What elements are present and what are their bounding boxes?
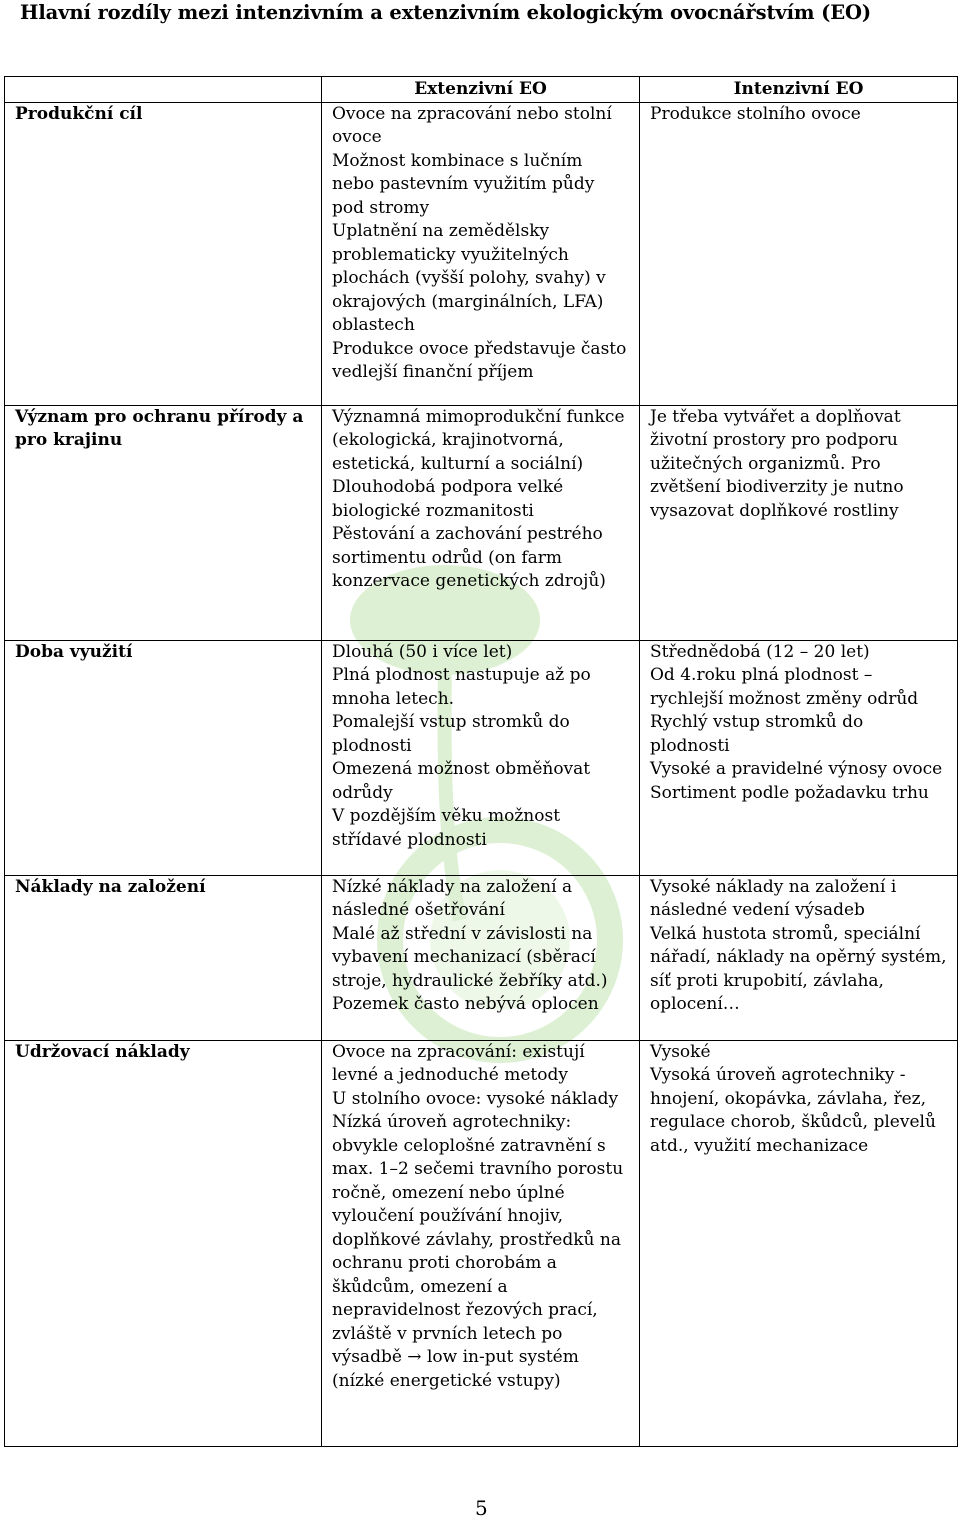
intensive-item: Sortiment podle požadavku trhu [650, 782, 929, 803]
intensive-item: Produkce stolního ovoce [650, 103, 861, 124]
comparison-table [4, 76, 958, 1447]
extensive-cell [322, 1040, 640, 1446]
intensive-item: Střednědobá (12 – 20 let) [650, 641, 870, 662]
header-cell-intensive [640, 77, 958, 103]
row-header-cell [5, 102, 322, 405]
intensive-item: Vysoké a pravidelné výnosy ovoce [650, 759, 943, 779]
row-label: Význam pro ochranu přírody a pro krajinu [15, 406, 304, 450]
table-row [5, 1040, 958, 1446]
extensive-item: Plná plodnost nastupuje až po mnoha letech. [332, 665, 591, 709]
table-row [5, 640, 958, 875]
extensive-item: Pěstování a zachování pestrého sortimentu odrůd (on farm konzervace genetických zdrojů) [332, 524, 606, 591]
intensive-item: Je třeba vytvářet a doplňovat životní prostory pro podporu užitečných organizmů. Pro zvětšení biodiverzity je nutno vysazovat doplňkové rostliny [650, 406, 904, 521]
column-header-intensive: Intenzivní EO [733, 79, 864, 99]
row-header-cell [5, 405, 322, 640]
intensive-item: Od 4.roku plná plodnost – rychlejší možnost změny odrůd [650, 665, 919, 709]
extensive-item: Pozemek často nebývá oplocen [332, 994, 599, 1014]
intensive-item: Vysoké náklady na založení i následné vedení výsadeb [650, 876, 897, 920]
extensive-item: U stolního ovoce: vysoké náklady [332, 1088, 619, 1109]
table-row [5, 405, 958, 640]
document-title: Hlavní rozdíly mezi intenzivním a extenzivním ekologickým ovocnářstvím (EO) [20, 1, 872, 24]
intensive-item: Vysoká úroveň agrotechniky - hnojení, okopávka, závlaha, řez, regulace chorob, škůdců, plevelů atd., využití mechanizace [650, 1065, 936, 1156]
intensive-cell [640, 102, 958, 405]
header-cell-empty [5, 77, 322, 103]
row-header-cell [5, 640, 322, 875]
extensive-item: Nízké náklady na založení a následné ošetřování [332, 876, 573, 920]
extensive-cell [322, 102, 640, 405]
row-header-cell [5, 875, 322, 1040]
intensive-item: Vysoké [650, 1041, 711, 1062]
intensive-cell [640, 875, 958, 1040]
extensive-item: Produkce ovoce představuje často vedlejší finanční příjem [332, 338, 627, 382]
extensive-item: Ovoce na zpracování: existují levné a jednoduché metody [332, 1041, 585, 1085]
extensive-item: Významná mimoprodukční funkce (ekologická, krajinotvorná, estetická, kulturní a sociální) [332, 406, 625, 474]
column-header-extensive: Extenzivní EO [414, 79, 547, 99]
row-label: Doba využití [15, 641, 133, 662]
row-label: Produkční cíl [15, 103, 143, 124]
table-row [5, 875, 958, 1040]
extensive-item: Malé až střední v závislosti na vybavení mechanizací (sběrací stroje, hydraulické žebříky atd.) [332, 923, 608, 991]
extensive-item: Omezená možnost obměňovat odrůdy [332, 759, 591, 803]
intensive-cell [640, 1040, 958, 1446]
table-header-row [5, 77, 958, 103]
row-label: Udržovací náklady [15, 1041, 190, 1062]
row-label: Náklady na založení [15, 876, 206, 897]
intensive-item: Velká hustota stromů, speciální nářadí, náklady na opěrný systém, síť proti krupobití, závlaha, oplocení… [650, 923, 947, 1014]
extensive-item: V pozdějším věku možnost střídavé plodnosti [332, 806, 561, 850]
extensive-cell [322, 405, 640, 640]
extensive-item: Možnost kombinace s lučním nebo pastevním využitím půdy pod stromy [332, 150, 595, 218]
row-header-cell [5, 1040, 322, 1446]
extensive-item: Nízká úroveň agrotechniky: obvykle celoplošné zatravnění s max. 1–2 sečemi travního porostu ročně, omezení nebo úplné vyloučení používání hnojiv, doplňkové závlahy, prostředků na ochranu proti chorobám a škůdcům, omezení a nepravidelnost řezových prací, zvláště v prvních letech po výsadbě → low in-put systém (nízké energetické vstupy) [332, 1112, 624, 1391]
extensive-item: Ovoce na zpracování nebo stolní ovoce [332, 103, 612, 147]
intensive-item: Rychlý vstup stromků do plodnosti [650, 712, 864, 756]
table-row [5, 102, 958, 405]
header-cell-extensive [322, 77, 640, 103]
extensive-item: Uplatnění na zemědělsky problematicky využitelných plochách (vyšší polohy, svahy) v okrajových (marginálních, LFA) oblastech [332, 221, 606, 335]
extensive-item: Dlouhodobá podpora velké biologické rozmanitosti [332, 477, 564, 521]
extensive-cell [322, 640, 640, 875]
extensive-cell [322, 875, 640, 1040]
extensive-item: Dlouhá (50 i více let) [332, 641, 513, 662]
intensive-cell [640, 640, 958, 875]
intensive-cell [640, 405, 958, 640]
extensive-item: Pomalejší vstup stromků do plodnosti [332, 712, 570, 756]
page-number: 5 [475, 1496, 488, 1520]
